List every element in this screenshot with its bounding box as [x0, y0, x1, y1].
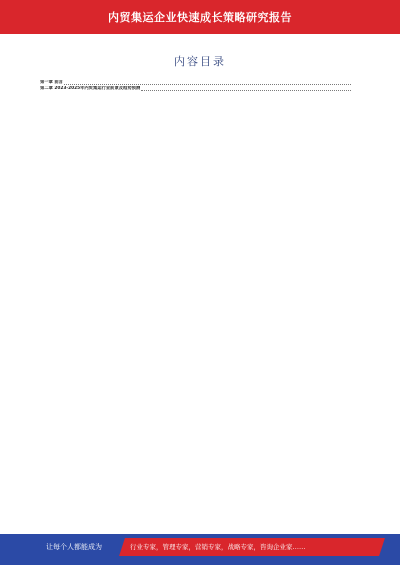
toc-entry[interactable] [40, 86, 358, 92]
toc-dot-leader [64, 84, 351, 85]
report-title: 内贸集运企业快速成长策略研究报告 [108, 11, 292, 24]
toc-entry-title: 第二章 2023-2025年内贸集运行业前景及趋势预测 [40, 86, 141, 92]
footer-slogan: 让每个人都能成为 [46, 543, 102, 551]
table-of-contents [40, 80, 358, 92]
toc-dot-leader [141, 90, 351, 91]
footer-tag-text: 行业专家，管理专家，营销专家，战略专家，咨询企业家…… [130, 543, 306, 551]
toc-heading: 内容目录 [174, 55, 226, 68]
toc-entry-title: 第一章 前言 [40, 80, 63, 85]
